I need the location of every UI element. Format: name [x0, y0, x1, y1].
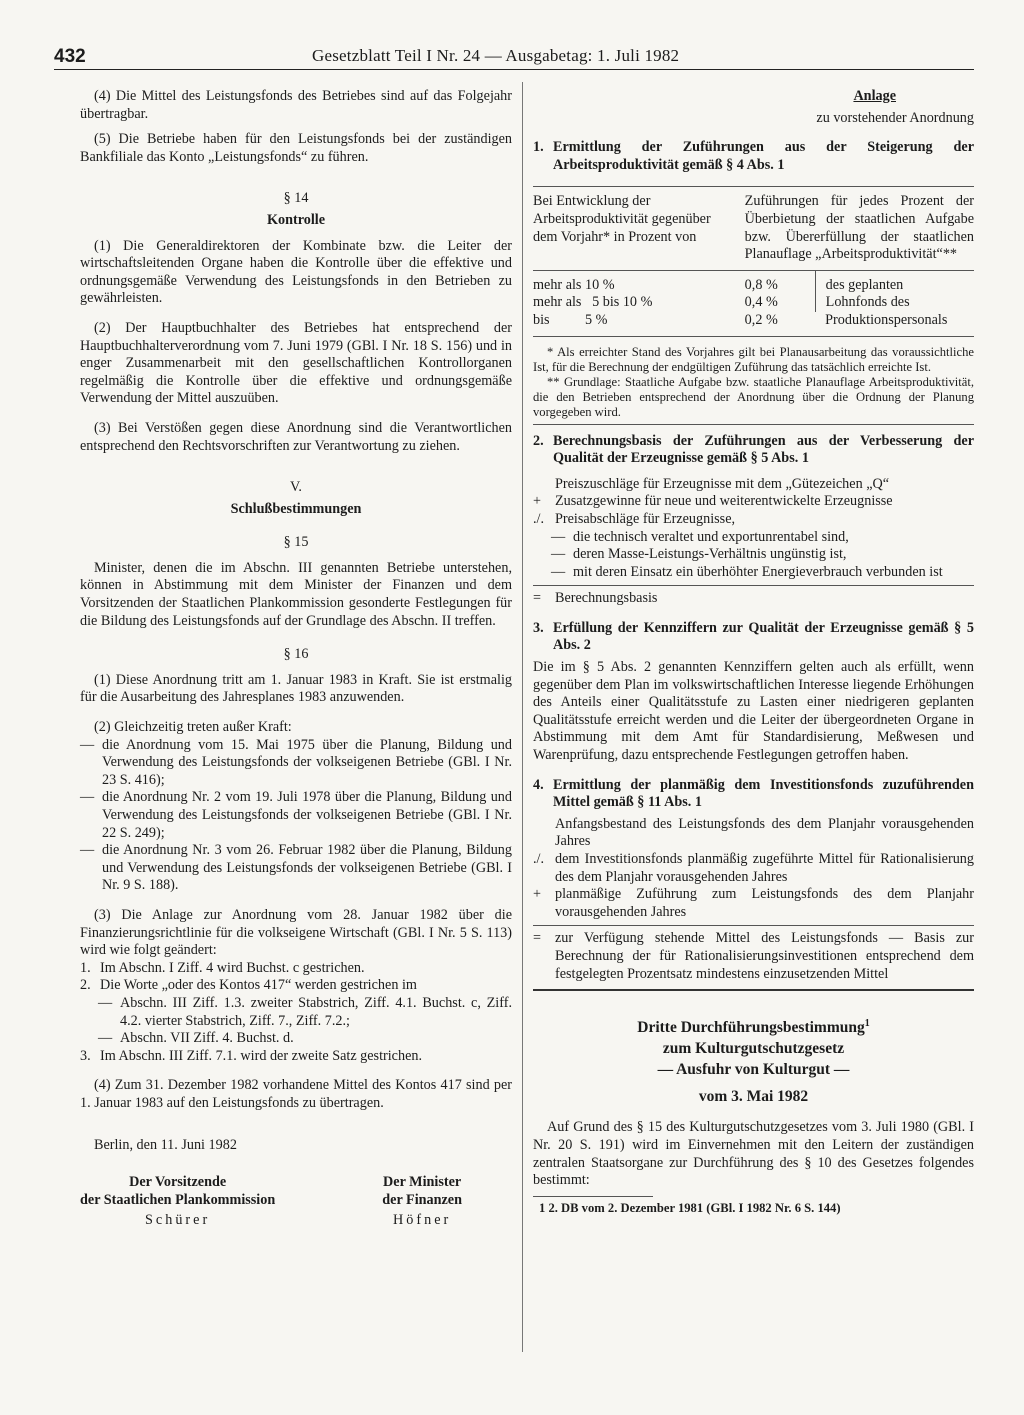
repeal-item: — die Anordnung Nr. 3 vom 26. Februar 1982 über die Planung, Bildung und Verwendung des Leistungsfonds der volkseigenen Betriebe (GBl. I Nr. 9 S. 188). — [80, 842, 512, 894]
calc-subitem: — deren Masse-Leistungs-Verhältnis ungünstig ist, — [551, 546, 847, 563]
section-14-paragraph-1: (1) Die Generaldirektoren der Kombinate bzw. die Leiter der wirtschaftsleitenden Organe haben die Kontrolle über die effektive und ordnungsgemäße Verwendung des Leistungsfonds in den Betrieben zu gewährleisten. — [80, 237, 512, 307]
page-header-title: Gesetzblatt Teil I Nr. 24 — Ausgabetag: 1. Juli 1982 — [312, 46, 680, 65]
section-16-paragraph-2: (2) Gleichzeitig treten außer Kraft: — [94, 719, 292, 736]
calc-result: = zur Verfügung stehende Mittel des Leistungsfonds — Basis zur Berechnung der für Rationalisierungsinvestitionen entsprechend dem festgelegten Prozentsatz mindestens einzusetzenden Mittel — [533, 930, 974, 982]
annex-section-3-paragraph: Die im § 5 Abs. 2 genannten Kennziffern gelten auch als erfüllt, wenn gegenüber dem Plan im volkswirtschaftlichen Interesse liegende Erhöhungen des Anteils einer Qualitätsstufe zu Lasten einer niedrigeren geplanten Qualitätsstufe erreicht werden und die Leiter der übergeordneten Organe in Abstimmung mit dem Amt für Standardisierung, Meßwesen und Warenprüfung, dazu entsprechende Festlegungen getroffen haben. — [533, 659, 974, 764]
amendment-item-2: 2. Die Worte „oder des Kontos 417“ werden gestrichen im — [80, 977, 417, 994]
annex-title: Anlage — [853, 88, 896, 104]
section-16-paragraph-3: (3) Die Anlage zur Anordnung vom 28. Januar 1982 über die Finanzierungsrichtlinie für die volkseigene Wirtschaft (GBl. I Nr. 5 S. 113) wird wie folgt geändert: — [80, 906, 512, 959]
new-regulation-date: vom 3. Mai 1982 — [698, 1088, 809, 1106]
page-header — [54, 44, 974, 70]
annex-section-1-heading: 1. Ermittlung der Zuführungen aus der Steigerung der Arbeitsproduktivität gemäß § 4 Abs. 1 — [533, 139, 974, 173]
table-row: bis 5 % 0,2 % Produktionspersonals — [533, 312, 974, 336]
section-16-paragraph-1: (1) Diese Anordnung tritt am 1. Januar 1983 in Kraft. Sie ist erstmalig für die Ausarbeitung des Jahresplanes 1983 anzuwenden. — [80, 671, 512, 706]
table-row: mehr als 10 % 0,8 % des geplanten — [533, 270, 974, 294]
amendment-subitem: — Abschn. III Ziff. 1.3. zweiter Stabstrich, Ziff. 4.1. Buchst. c, Ziff. 4.2. vierter Stabstrich, Ziff. 7., Ziff. 7.2.; — [98, 994, 512, 1029]
table-header-right: Zuführungen für jedes Prozent der Überbietung der staatlichen Aufgabe bzw. Übererfüllung der staatlichen Planauflage „Arbeitsproduktivität“** — [744, 193, 974, 263]
annex-subtitle: zu vorstehender Anordnung — [816, 109, 974, 126]
repeal-item: — die Anordnung Nr. 2 vom 19. Juli 1978 über die Planung, Bildung und Verwendung des Leistungsfonds der volkseigenen Betriebe (GBl. I Nr. 22 S. 249); — [80, 789, 512, 841]
calc-line: ./. dem Investitionsfonds planmäßig zugeführte Mittel für Rationalisierung des dem Planjahr vorausgehenden Jahres — [533, 851, 974, 885]
section-14-paragraph-2: (2) Der Hauptbuchhalter des Betriebes hat entsprechend der Hauptbuchhalterverordnung vom 7. Juni 1979 (GBl. I Nr. 18 S. 156) und in enger Zusammenarbeit mit den gesellschaftlichen Kontrollorganen regelmäßig die Kontrolle über die effektive und ordnungsgemäße Verwendung der Mittel auszuüben. — [80, 319, 512, 407]
signature-block-2: Der Minister der Finanzen Höfner — [382, 1174, 462, 1229]
calc-subitem: — mit deren Einsatz ein überhöhter Energieverbrauch verbunden ist — [551, 563, 943, 580]
annex-section-4-heading: 4. Ermittlung der planmäßig dem Investitionsfonds zuzuführenden Mittel gemäß § 11 Abs. 1 — [533, 776, 974, 811]
section-15-paragraph: Minister, denen die im Abschn. III genannten Betriebe unterstehen, können in Abstimmung mit dem Minister der Finanzen und dem Vorsitzenden der Staatlichen Plankommission gesonderte Festlegungen für die Bildung des Leistungsfonds auf der Grundlage des Abschn. II treffen. — [80, 559, 512, 629]
signature-block-1: Der Vorsitzende der Staatlichen Plankommission Schürer — [80, 1174, 276, 1229]
left-column — [80, 88, 512, 1230]
paragraph-4: (4) Die Mittel des Leistungsfonds des Betriebes sind auf das Folgejahr übertragbar. — [80, 88, 512, 122]
part-5-number: V. — [290, 479, 302, 496]
column-separator — [522, 82, 523, 1352]
new-regulation-title: Dritte Durchführungsbestimmung$^1$ zum Kulturgutschutzgesetz — Ausfuhr von Kulturgut — vom 3. Mai 1982 — [533, 1013, 974, 1107]
section-16-paragraph-4: (4) Zum 31. Dezember 1982 vorhandene Mittel des Kontos 417 sind per 1. Januar 1983 auf den Leistungsfonds zu übertragen. — [80, 1077, 512, 1111]
header-rule — [54, 69, 974, 70]
signatory-name: Höfner — [393, 1212, 452, 1229]
calc-line: Anfangsbestand des Leistungsfonds des dem Planjahr vorausgehenden Jahres — [555, 815, 974, 850]
section-16-number: § 16 — [283, 646, 309, 663]
calc-subitem: — die technisch veraltet und exportunrentabel sind, — [551, 528, 849, 545]
signatory-name: Schürer — [145, 1212, 211, 1229]
section-15-number: § 15 — [283, 534, 309, 551]
calc-line: + Zusatzgewinne für neue und weiterentwickelte Erzeugnisse — [533, 493, 893, 510]
amendment-item-3: 3. Im Abschn. III Ziff. 7.1. wird der zweite Satz gestrichen. — [80, 1047, 423, 1064]
amendment-item-1: 1. Im Abschn. I Ziff. 4 wird Buchst. c gestrichen. — [80, 959, 365, 976]
paragraph-5: (5) Die Betriebe haben für den Leistungsfonds bei der zuständigen Bankfiliale das Konto „Leistungsfonds“ zu führen. — [80, 131, 512, 165]
annex-section-2-heading: 2. Berechnungsbasis der Zuführungen aus der Verbesserung der Qualität der Erzeugnisse gemäß § 5 Abs. 1 — [533, 432, 974, 467]
table-row: mehr als 5 bis 10 % 0,4 % Lohnfonds des — [533, 294, 974, 312]
table-header-left: Bei Entwicklung der Arbeitsproduktivität gegenüber dem Vorjahr* in Prozent von — [533, 193, 711, 245]
amendment-subitem: — Abschn. VII Ziff. 4. Buchst. d. — [98, 1030, 294, 1047]
calc-line: Preiszuschläge für Erzeugnisse mit dem „Gütezeichen „Q“ — [555, 475, 890, 492]
calc-line: + planmäßige Zuführung zum Leistungsfonds des dem Planjahr vorausgehenden Jahres — [533, 886, 974, 920]
section-14-number: § 14 — [283, 190, 309, 207]
place-date: Berlin, den 11. Juni 1982 — [94, 1136, 237, 1153]
section-14-paragraph-3: (3) Bei Verstößen gegen diese Anordnung sind die Verantwortlichen entsprechend den Rechtsvorschriften zur Verantwortung zu ziehen. — [80, 419, 512, 454]
table-footnote-2: ** Grundlage: Staatliche Aufgabe bzw. staatliche Planauflage Arbeitsproduktivität, die den Betrieben entsprechend der Anordnung über die Ordnung der Planung vorgegeben wird. — [533, 374, 974, 419]
repeal-item: — die Anordnung vom 15. Mai 1975 über die Planung, Bildung und Verwendung des Leistungsfonds der volkseigenen Betriebe (GBl. I Nr. 23 S. 416); — [80, 736, 512, 788]
page-number: 432 — [54, 46, 86, 67]
right-column — [533, 88, 974, 1216]
section-14-title: Kontrolle — [266, 211, 326, 228]
footnote: 1 2. DB vom 2. Dezember 1981 (GBl. I 1982 Nr. 6 S. 144) — [539, 1200, 841, 1215]
part-5-title: Schlußbestimmungen — [230, 500, 362, 517]
rates-table — [533, 186, 974, 336]
table-footnote-1: * Als erreichter Stand des Vorjahres gilt bei Planausarbeitung das voraussichtliche Ist, für die Berechnung der endgültigen Zuführung das tatsächlich erreichte Ist. — [533, 344, 974, 374]
calc-result: = Berechnungsbasis — [533, 590, 658, 607]
annex-section-3-heading: 3. Erfüllung der Kennziffern zur Qualität der Erzeugnisse gemäß § 5 Abs. 2 — [533, 619, 974, 654]
calc-line: ./. Preisabschläge für Erzeugnisse, — [533, 510, 736, 527]
signatures — [80, 1174, 512, 1230]
new-regulation-preamble: Auf Grund des § 15 des Kulturgutschutzgesetzes vom 3. Juli 1980 (GBl. I Nr. 20 S. 191) wird im Einvernehmen mit den Leitern der zuständigen zentralen Staatsorgane zur Durchführung des § 10 des Gesetzes folgendes bestimmt: — [533, 1119, 974, 1189]
